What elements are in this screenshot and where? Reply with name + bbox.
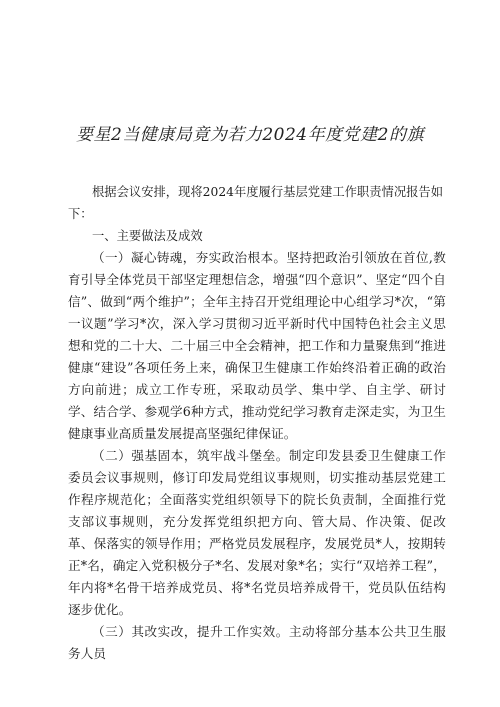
intro-paragraph: 根据会议安排，现将2024年度履行基层党建工作职责情况报告如下：: [68, 185, 444, 221]
paragraph-1-lead: （一）凝心铸魂，夯实政治根本。: [92, 250, 287, 265]
paragraph-3-lead: （三）其改实改，提升工作实效。: [92, 624, 289, 639]
paragraph-2-text: 制定印发县委卫生健康工作委员会议事规则，修订印发局党组议事规则，切实推动基层党建工作程序规范化；全面落实党组织领导下的院长负责制，全面推行党支部议事规则，充分发挥党组织把方向、管大局、作决策、促改革、保落实的领导作用；严格党员发展程序，发展党员*人，按期转正*名，确定入党积极分子*名、发展对象*名；实行“双培养工程”，年内将*名骨干培养成党员、将*名党员培养成骨干，党员队伍结构逐步优化。: [68, 448, 446, 617]
paragraph-1-text: 坚持把政治引领放在首位,教育引导全体党员干部坚定理想信念，增强“四个意识”、坚定“四个自信”、做到“两个维护”；全年主持召开党组理论中心组学习*次，“第一议题”学习*次，深入学习贯彻习近平新时代中国特色社会主义思想和党的二十大、二十届三中全会精神，把工作和力量聚焦到“推进健康“建设”各项任务上来，确保卫生健康工作始终沿着正确的政治方向前进；成立工作专班，采取动员学、集中学、自主学、研讨学、结合学、参观学6种方式，推动党纪学习教育走深走实，为卫生健康事业高质量发展提高坚强纪律保证。: [68, 250, 446, 441]
section-heading: 一、主要做法及成效: [92, 229, 203, 243]
document-body: [68, 181, 446, 665]
paragraph-1: [68, 247, 446, 445]
paragraph-3-text: 主动将部分基本公共卫生服务人员: [68, 624, 446, 661]
paragraph-3: [68, 621, 446, 665]
document-title: 要星2当健康局竟为若力2024年度党建2的旗: [76, 125, 424, 145]
paragraph-2: [68, 445, 446, 621]
paragraph-2-lead: （二）强基固本，筑牢战斗堡垒。: [92, 448, 289, 463]
